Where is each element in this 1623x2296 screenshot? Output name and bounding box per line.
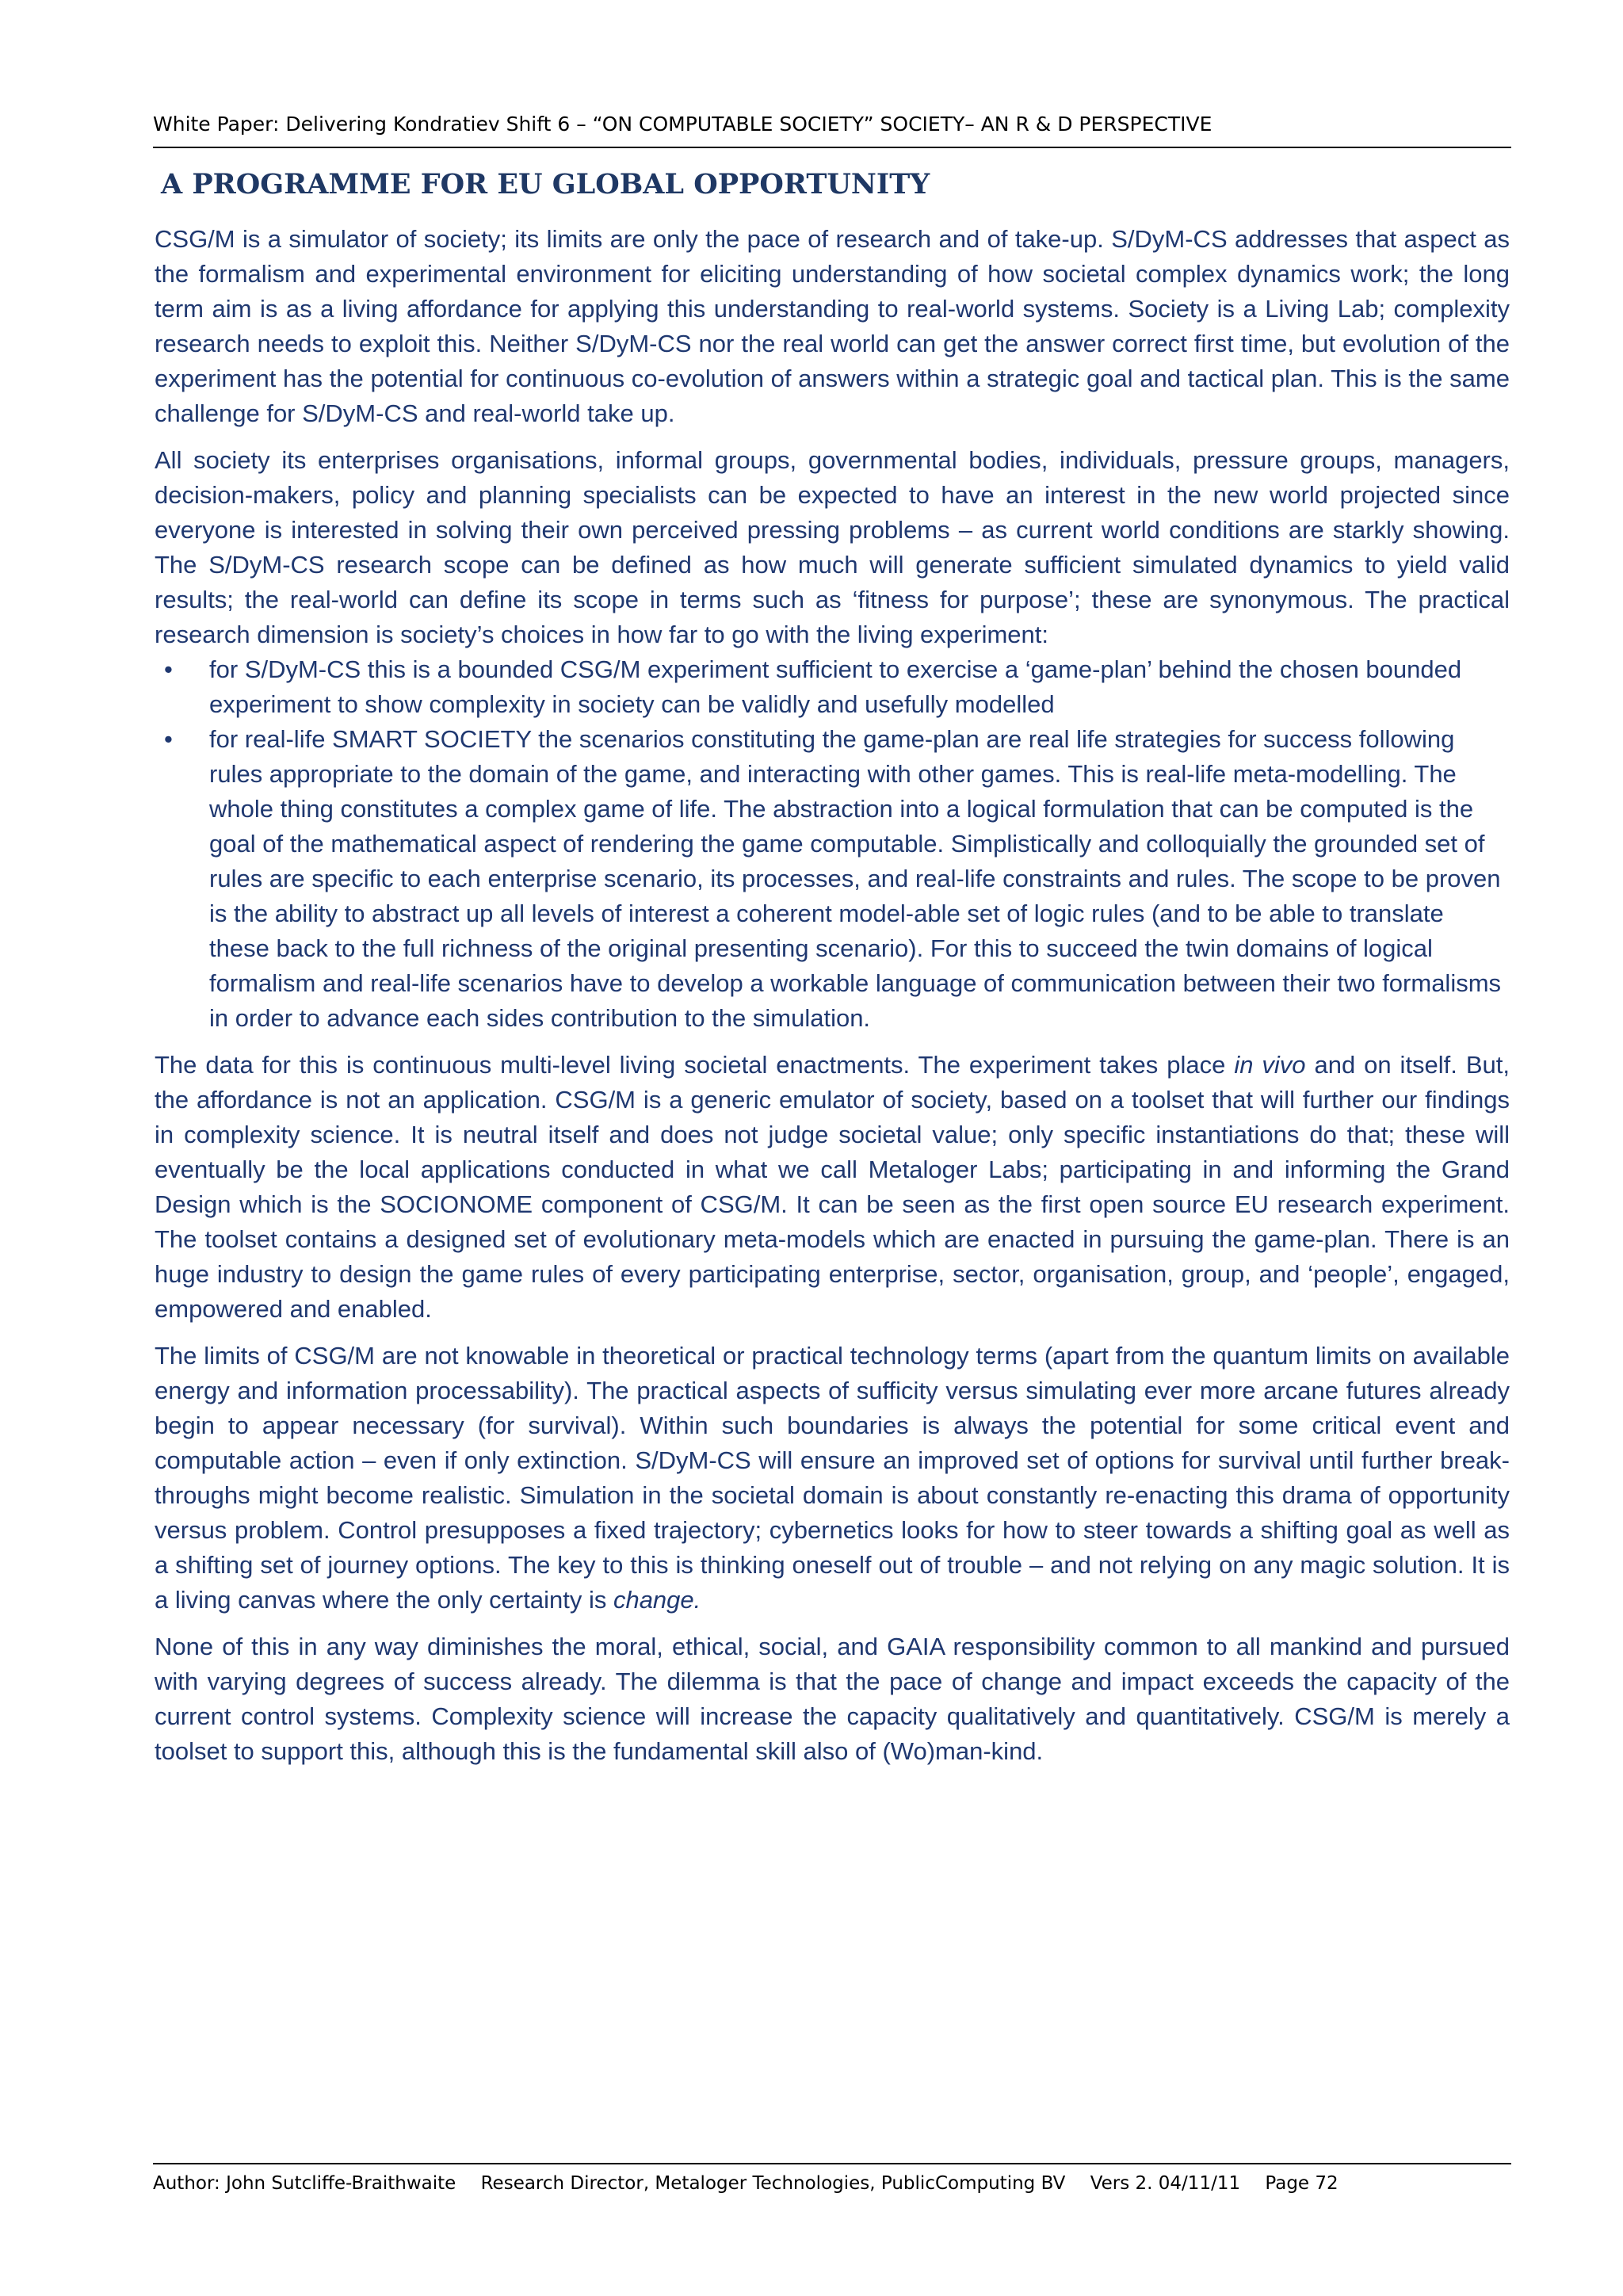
footer-divider xyxy=(153,2163,1511,2164)
paragraph-3 xyxy=(155,1048,1510,1327)
bullet-list xyxy=(155,652,1510,1036)
bullet-item-2 xyxy=(155,722,1510,1036)
footer-author: Author: John Sutcliffe-Braithwaite xyxy=(153,2173,456,2194)
footer-role: Research Director, Metaloger Technologies, PublicComputing BV xyxy=(480,2173,1066,2194)
footer-page-number: Page 72 xyxy=(1265,2173,1338,2194)
bullet-item-text: for S/DyM-CS this is a bounded CSG/M experiment sufficient to exercise a ‘game-plan’ behind the chosen bounded experiment to show complexity in society can be validly and usefully modelled xyxy=(209,655,1462,718)
header-divider xyxy=(153,147,1511,148)
section-title: A PROGRAMME FOR EU GLOBAL OPPORTUNITY xyxy=(161,168,930,201)
paragraph-3-italic: in vivo xyxy=(1234,1051,1306,1079)
bullet-item-1 xyxy=(155,652,1510,722)
paragraph-1: CSG/M is a simulator of society; its limits are only the pace of research and of take-up. S/DyM-CS addresses that aspect as the formalism and experimental environment for eliciting understanding of how societal complex dynamics work; the long term aim is as a living affordance for applying this understanding to real-world systems. Society is a Living Lab; complexity research needs to exploit this. Neither S/DyM-CS nor the real world can get the answer correct first time, but evolution of the experiment has the potential for continuous co-evolution of answers within a strategic goal and tactical plan. This is the same challenge for S/DyM-CS and real-world take up. xyxy=(155,225,1510,427)
page-header: White Paper: Delivering Kondratiev Shift 6 – “ON COMPUTABLE SOCIETY” SOCIETY– AN R & D PERSPECTIVE xyxy=(153,113,1212,136)
paragraph-4-text: The limits of CSG/M are not knowable in theoretical or practical technology terms (apart from the quantum limits on available energy and information processability). The practical aspects of sufficity versus simulating ever more arcane futures already begin to appear necessary (for survival). Within such boundaries is always the potential for some critical event and computable action – even if only extinction. S/DyM-CS will ensure an improved set of options for survival until further break-throughs might become realistic. Simulation in the societal domain is about constantly re-enacting this drama of opportunity versus problem. Control presupposes a fixed trajectory; cybernetics looks for how to steer towards a shifting goal as well as a shifting set of journey options. The key to this is thinking oneself out of trouble – and not relying on any magic solution. It is a living canvas where the only certainty is xyxy=(155,1342,1510,1614)
paragraph-4-italic: change. xyxy=(613,1586,701,1614)
paragraph-3-text-b: and on itself. But, the affordance is not an application. CSG/M is a generic emulator of society, based on a toolset that will further our findings in complexity science. It is neutral itself and does not judge societal value; only specific instantiations do that; these will eventually be the local applications conducted in what we call Metaloger Labs; participating in and informing the Grand Design which is the SOCIONOME component of CSG/M. It can be seen as the first open source EU research experiment. The toolset contains a designed set of evolutionary meta-models which are enacted in pursuing the game-plan. There is an huge industry to design the game rules of every participating enterprise, sector, organisation, group, and ‘people’, engaged, empowered and enabled. xyxy=(155,1051,1510,1323)
paragraph-3-text-a: The data for this is continuous multi-level living societal enactments. The experiment takes place xyxy=(155,1051,1235,1079)
bullet-icon: • xyxy=(164,655,173,683)
paragraph-2: All society its enterprises organisations, informal groups, governmental bodies, individuals, pressure groups, managers, decision-makers, policy and planning specialists can be expected to have an interest in the new world projected since everyone is interested in solving their own perceived pressing problems – as current world conditions are starkly showing. The S/DyM-CS research scope can be defined as how much will generate sufficient simulated dynamics to yield valid results; the real-world can define its scope in terms such as ‘fitness for purpose’; these are synonymous. The practical research dimension is society’s choices in how far to go with the living experiment: xyxy=(155,446,1510,648)
bullet-icon: • xyxy=(164,725,173,753)
footer-version: Vers 2. 04/11/11 xyxy=(1090,2173,1241,2194)
paragraph-4 xyxy=(155,1339,1510,1618)
bullet-item-text: for real-life SMART SOCIETY the scenarios constituting the game-plan are real life strategies for success following rules appropriate to the domain of the game, and interacting with other games. This is real-life meta-modelling. The whole thing constitutes a complex game of life. The abstraction into a logical formulation that can be computed is the goal of the mathematical aspect of rendering the game computable. Simplistically and colloquially the grounded set of rules are specific to each enterprise scenario, its processes, and real-life constraints and rules. The scope to be proven is the ability to abstract up all levels of interest a coherent model-able set of logic rules (and to be able to translate these back to the full richness of the original presenting scenario). For this to succeed the twin domains of logical formalism and real-life scenarios have to develop a workable language of communication between their two formalisms in order to advance each sides contribution to the simulation. xyxy=(209,725,1502,1032)
paragraph-5: None of this in any way diminishes the moral, ethical, social, and GAIA responsibility common to all mankind and pursued with varying degrees of success already. The dilemma is that the pace of change and impact exceeds the capacity of the current control systems. Complexity science will increase the capacity qualitatively and quantitatively. CSG/M is merely a toolset to support this, although this is the fundamental skill also of (Wo)man-kind. xyxy=(155,1633,1510,1765)
page-footer xyxy=(153,2173,1338,2194)
document-body xyxy=(155,222,1510,1781)
